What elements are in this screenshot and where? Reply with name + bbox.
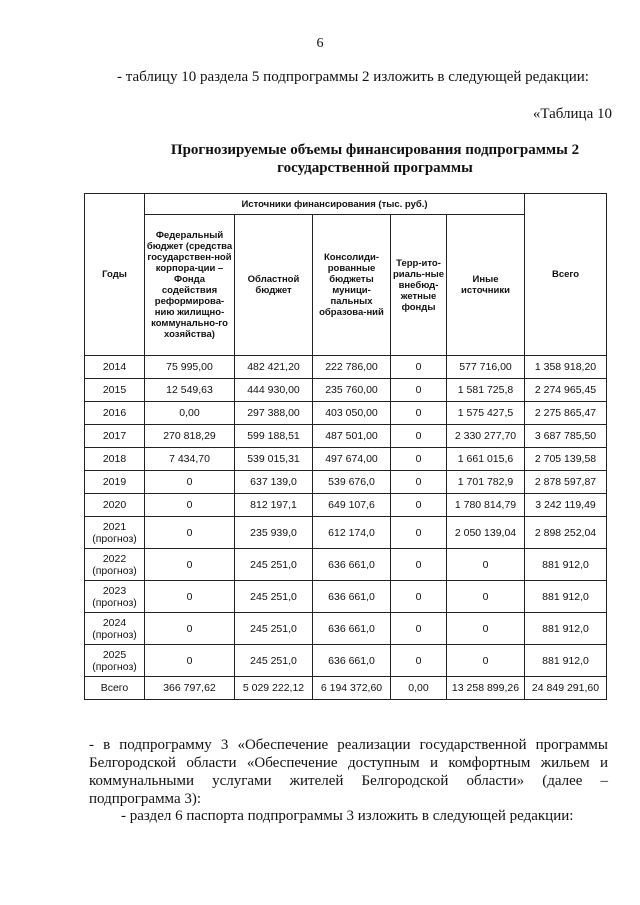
- cell-consolidated: 497 674,00: [313, 448, 391, 471]
- title-line-2: государственной программы: [277, 160, 473, 176]
- cell-year: [85, 613, 145, 645]
- header-total: Всего: [525, 194, 607, 356]
- cell-federal: 0: [145, 581, 235, 613]
- cell-federal: 12 549,63: [145, 379, 235, 402]
- cell-territorial: 0: [391, 471, 447, 494]
- financing-table: [84, 193, 607, 700]
- cell-regional: 637 139,0: [235, 471, 313, 494]
- table-row: [85, 379, 607, 402]
- cell-territorial: 0,00: [391, 677, 447, 700]
- cell-year: 2015: [85, 379, 145, 402]
- cell-consolidated: 636 661,0: [313, 613, 391, 645]
- cell-other: 0: [447, 645, 525, 677]
- cell-regional: 482 421,20: [235, 356, 313, 379]
- cell-federal: 0: [145, 494, 235, 517]
- cell-total: 2 274 965,45: [525, 379, 607, 402]
- cell-other: 1 780 814,79: [447, 494, 525, 517]
- cell-total: 881 912,0: [525, 645, 607, 677]
- paragraph-subprogram-3: - в подпрограмму 3 «Обеспечение реализации государственной программы Белгородской области «Обеспечение доступным и комфортным жильем и коммунальными услугами жителей Белгородской области» (далее – подпрограмма 3):: [89, 737, 608, 807]
- cell-year: 2017: [85, 425, 145, 448]
- title-line-1: Прогнозируемые объемы финансирования подпрограммы 2: [170, 142, 580, 158]
- cell-consolidated: 403 050,00: [313, 402, 391, 425]
- cell-territorial: 0: [391, 379, 447, 402]
- year-value: 2021: [102, 520, 127, 533]
- cell-total: 3 242 119,49: [525, 494, 607, 517]
- cell-territorial: 0: [391, 356, 447, 379]
- cell-total: 881 912,0: [525, 549, 607, 581]
- cell-year: [85, 581, 145, 613]
- cell-federal: 7 434,70: [145, 448, 235, 471]
- forecast-note: (прогноз): [92, 628, 137, 641]
- cell-total: 881 912,0: [525, 581, 607, 613]
- cell-regional: 245 251,0: [235, 613, 313, 645]
- header-territorial: Терр-ито-риаль-ные внебюд-жетные фонды: [391, 215, 447, 356]
- table-row: [85, 356, 607, 379]
- table-title: [150, 141, 600, 177]
- cell-other: 577 716,00: [447, 356, 525, 379]
- cell-consolidated: 636 661,0: [313, 645, 391, 677]
- year-value: 2024: [102, 616, 127, 629]
- cell-total: 2 898 252,04: [525, 517, 607, 549]
- cell-year: 2016: [85, 402, 145, 425]
- cell-year: 2014: [85, 356, 145, 379]
- cell-territorial: 0: [391, 517, 447, 549]
- cell-consolidated: 636 661,0: [313, 581, 391, 613]
- table-row: [85, 425, 607, 448]
- forecast-note: (прогноз): [92, 660, 137, 673]
- cell-other: 0: [447, 581, 525, 613]
- cell-total: 881 912,0: [525, 613, 607, 645]
- cell-other: 13 258 899,26: [447, 677, 525, 700]
- header-consolidated: Консолиди-рованные бюджеты муници-пальных образова-ний: [313, 215, 391, 356]
- cell-federal: 270 818,29: [145, 425, 235, 448]
- cell-consolidated: 487 501,00: [313, 425, 391, 448]
- table-row: [85, 448, 607, 471]
- table-total-row: [85, 677, 607, 700]
- table-label: «Таблица 10: [532, 106, 612, 122]
- cell-other: 1 661 015,6: [447, 448, 525, 471]
- intro-line: - таблицу 10 раздела 5 подпрограммы 2 изложить в следующей редакции:: [117, 69, 589, 85]
- table-row: [85, 494, 607, 517]
- cell-other: 2 050 139,04: [447, 517, 525, 549]
- cell-consolidated: 612 174,0: [313, 517, 391, 549]
- cell-regional: 245 251,0: [235, 645, 313, 677]
- cell-federal: 0: [145, 517, 235, 549]
- cell-other: 0: [447, 613, 525, 645]
- cell-total: 24 849 291,60: [525, 677, 607, 700]
- cell-regional: 235 939,0: [235, 517, 313, 549]
- cell-year: 2019: [85, 471, 145, 494]
- cell-federal: 0: [145, 549, 235, 581]
- table-row: [85, 517, 607, 549]
- table-row: [85, 613, 607, 645]
- cell-year: Всего: [85, 677, 145, 700]
- table-row: [85, 645, 607, 677]
- cell-total: 3 687 785,50: [525, 425, 607, 448]
- header-regional: Областной бюджет: [235, 215, 313, 356]
- header-federal: Федеральный бюджет (средства государствен-ной корпора-ции – Фонда содействия реформирова-нию жилищно-коммунально-го хозяйства): [145, 215, 235, 356]
- cell-federal: 0: [145, 613, 235, 645]
- cell-federal: 0: [145, 645, 235, 677]
- cell-territorial: 0: [391, 402, 447, 425]
- forecast-note: (прогноз): [92, 596, 137, 609]
- cell-total: 1 358 918,20: [525, 356, 607, 379]
- table-row: [85, 471, 607, 494]
- table-row: [85, 581, 607, 613]
- cell-territorial: 0: [391, 494, 447, 517]
- cell-total: 2 705 139,58: [525, 448, 607, 471]
- paragraph-section-6: - раздел 6 паспорта подпрограммы 3 изложить в следующей редакции:: [121, 808, 574, 824]
- cell-regional: 599 188,51: [235, 425, 313, 448]
- cell-consolidated: 636 661,0: [313, 549, 391, 581]
- cell-year: [85, 645, 145, 677]
- year-value: 2022: [102, 552, 127, 565]
- cell-other: 0: [447, 549, 525, 581]
- cell-consolidated: 539 676,0: [313, 471, 391, 494]
- cell-regional: 444 930,00: [235, 379, 313, 402]
- header-years: Годы: [85, 194, 145, 356]
- cell-other: 2 330 277,70: [447, 425, 525, 448]
- cell-regional: 539 015,31: [235, 448, 313, 471]
- cell-consolidated: 222 786,00: [313, 356, 391, 379]
- cell-territorial: 0: [391, 549, 447, 581]
- cell-regional: 812 197,1: [235, 494, 313, 517]
- cell-federal: 0: [145, 471, 235, 494]
- cell-other: 1 581 725,8: [447, 379, 525, 402]
- forecast-note: (прогноз): [92, 532, 137, 545]
- cell-regional: 245 251,0: [235, 549, 313, 581]
- cell-regional: 245 251,0: [235, 581, 313, 613]
- cell-total: 2 878 597,87: [525, 471, 607, 494]
- cell-consolidated: 235 760,00: [313, 379, 391, 402]
- forecast-note: (прогноз): [92, 564, 137, 577]
- year-value: 2023: [102, 584, 127, 597]
- cell-year: [85, 517, 145, 549]
- cell-other: 1 701 782,9: [447, 471, 525, 494]
- cell-consolidated: 6 194 372,60: [313, 677, 391, 700]
- cell-year: [85, 549, 145, 581]
- table-row: [85, 402, 607, 425]
- cell-other: 1 575 427,5: [447, 402, 525, 425]
- cell-territorial: 0: [391, 581, 447, 613]
- cell-consolidated: 649 107,6: [313, 494, 391, 517]
- cell-territorial: 0: [391, 448, 447, 471]
- cell-federal: 75 995,00: [145, 356, 235, 379]
- cell-territorial: 0: [391, 645, 447, 677]
- cell-total: 2 275 865,47: [525, 402, 607, 425]
- cell-year: 2018: [85, 448, 145, 471]
- table-row: [85, 549, 607, 581]
- cell-federal: 0,00: [145, 402, 235, 425]
- cell-federal: 366 797,62: [145, 677, 235, 700]
- cell-regional: 297 388,00: [235, 402, 313, 425]
- cell-territorial: 0: [391, 425, 447, 448]
- cell-year: 2020: [85, 494, 145, 517]
- cell-territorial: 0: [391, 613, 447, 645]
- page-number: 6: [316, 36, 324, 51]
- header-other: Иные источники: [447, 215, 525, 356]
- cell-regional: 5 029 222,12: [235, 677, 313, 700]
- header-sources: Источники финансирования (тыс. руб.): [145, 194, 525, 215]
- year-value: 2025: [102, 648, 127, 661]
